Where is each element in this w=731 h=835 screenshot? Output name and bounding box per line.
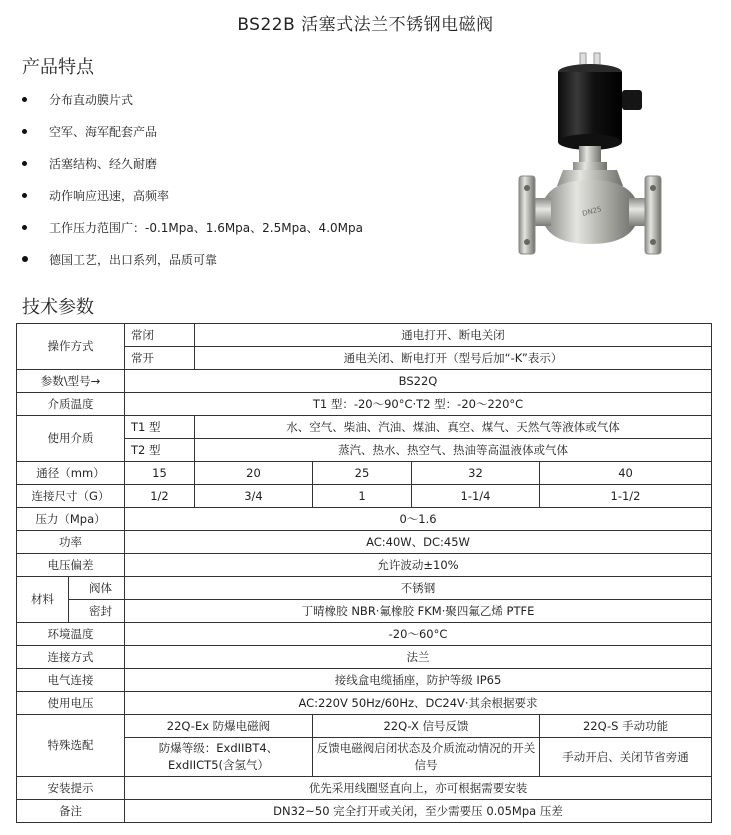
table-cell: 40 <box>540 462 712 485</box>
table-cell: 1/2 <box>125 485 195 508</box>
bullet-icon <box>22 225 27 230</box>
feature-item: 动作响应迅速，高频率 <box>22 186 363 218</box>
operation-label: 操作方式 <box>17 324 125 370</box>
table-cell: 蒸汽、热水、热空气、热油等高温液体或气体 <box>195 439 712 462</box>
table-cell: 优先采用线圈竖直向上，亦可根据需要安装 <box>125 777 712 800</box>
feature-item: 分布直动膜片式 <box>22 90 363 122</box>
table-cell: T1 型 <box>125 416 195 439</box>
table-row <box>17 462 712 485</box>
normally-closed-label: 常闭 <box>125 324 195 347</box>
table-row <box>17 416 712 439</box>
table-row <box>17 370 712 393</box>
table-cell: 连接尺寸（G） <box>17 485 125 508</box>
table-cell: 通电关闭、断电打开（型号后加“-K”表示） <box>195 347 712 370</box>
table-cell: AC:220V 50Hz/60Hz、DC24V·其余根据要求 <box>125 692 712 715</box>
table-cell: 3/4 <box>195 485 313 508</box>
bullet-icon <box>22 129 27 134</box>
table-cell: 安装提示 <box>17 777 125 800</box>
table-row <box>17 508 712 531</box>
table-row <box>17 600 712 623</box>
feature-list <box>22 90 363 282</box>
table-cell: -20～60°C <box>125 623 712 646</box>
feature-item: 工作压力范围广：-0.1Mpa、1.6Mpa、2.5Mpa、4.0Mpa <box>22 218 363 250</box>
table-cell: 接线盒电缆插座，防护等级 IP65 <box>125 669 712 692</box>
table-row <box>17 324 712 347</box>
table-row <box>17 669 712 692</box>
table-cell: 22Q-X 信号反馈 <box>313 715 540 738</box>
bullet-icon <box>22 161 27 166</box>
table-cell: 电气连接 <box>17 669 125 692</box>
feature-item: 德国工艺，出口系列，品质可靠 <box>22 250 363 282</box>
table-cell: 通径（mm） <box>17 462 125 485</box>
table-cell: 反馈电磁阀启闭状态及介质流动情况的开关信号 <box>313 738 540 777</box>
table-cell: 备注 <box>17 800 125 823</box>
table-row <box>17 485 712 508</box>
table-cell: 使用电压 <box>17 692 125 715</box>
feature-item: 活塞结构、经久耐磨 <box>22 154 363 186</box>
table-cell: 阀体 <box>69 577 125 600</box>
table-cell: 20 <box>195 462 313 485</box>
table-cell: 材料 <box>17 577 69 623</box>
table-cell: BS22Q <box>125 370 712 393</box>
bullet-icon <box>22 256 28 262</box>
table-cell: 电压偏差 <box>17 554 125 577</box>
table-cell: 允许波动±10% <box>125 554 712 577</box>
table-cell: 1 <box>313 485 412 508</box>
table-cell: 32 <box>412 462 540 485</box>
table-cell: 法兰 <box>125 646 712 669</box>
table-row <box>17 577 712 600</box>
feature-item: 空军、海军配套产品 <box>22 122 363 154</box>
table-cell: 环境温度 <box>17 623 125 646</box>
table-row <box>17 800 712 823</box>
normally-open-label: 常开 <box>125 347 195 370</box>
page-title: BS22B 活塞式法兰不锈钢电磁阀 <box>237 15 494 35</box>
table-cell: 特殊选配 <box>17 715 125 777</box>
spec-table <box>16 323 712 823</box>
table-cell: 1-1/4 <box>412 485 540 508</box>
table-cell: 22Q-S 手动功能 <box>540 715 712 738</box>
table-cell: 压力（Mpa） <box>17 508 125 531</box>
table-row <box>17 692 712 715</box>
table-cell: 密封 <box>69 600 125 623</box>
table-cell: T2 型 <box>125 439 195 462</box>
table-cell: 手动开启、关闭节省旁通 <box>540 738 712 777</box>
table-cell: 通电打开、断电关闭 <box>195 324 712 347</box>
features-heading: 产品特点 <box>22 57 94 78</box>
table-cell: 介质温度 <box>17 393 125 416</box>
table-row <box>17 623 712 646</box>
table-cell: DN32~50 完全打开或关闭，至少需要压 0.05Mpa 压差 <box>125 800 712 823</box>
table-row <box>17 531 712 554</box>
table-row <box>17 646 712 669</box>
table-cell: 丁晴橡胶 NBR·氟橡胶 FKM·聚四氟乙烯 PTFE <box>125 600 712 623</box>
table-cell: 防爆等级：ExdIIBT4、ExdIICT5(含氢气） <box>125 738 313 777</box>
valve-size-label: DN25 <box>581 205 603 218</box>
table-row <box>17 554 712 577</box>
table-cell: 连接方式 <box>17 646 125 669</box>
table-cell: 25 <box>313 462 412 485</box>
table-cell: 15 <box>125 462 195 485</box>
table-row <box>17 393 712 416</box>
table-cell: 1-1/2 <box>540 485 712 508</box>
bullet-icon <box>22 97 27 102</box>
table-cell: 参数\型号→ <box>17 370 125 393</box>
table-cell: AC:40W、DC:45W <box>125 531 712 554</box>
table-cell: 不锈钢 <box>125 577 712 600</box>
table-cell: 0～1.6 <box>125 508 712 531</box>
solenoid-valve-image <box>515 48 675 263</box>
table-row <box>17 715 712 738</box>
table-cell: 功率 <box>17 531 125 554</box>
specs-heading: 技术参数 <box>22 297 94 318</box>
table-cell: T1 型：-20～90°C·T2 型：-20～220°C <box>125 393 712 416</box>
table-row <box>17 777 712 800</box>
bullet-icon <box>22 193 27 198</box>
table-cell: 使用介质 <box>17 416 125 462</box>
table-cell: 22Q-Ex 防爆电磁阀 <box>125 715 313 738</box>
table-cell: 水、空气、柴油、汽油、煤油、真空、煤气、天然气等液体或气体 <box>195 416 712 439</box>
